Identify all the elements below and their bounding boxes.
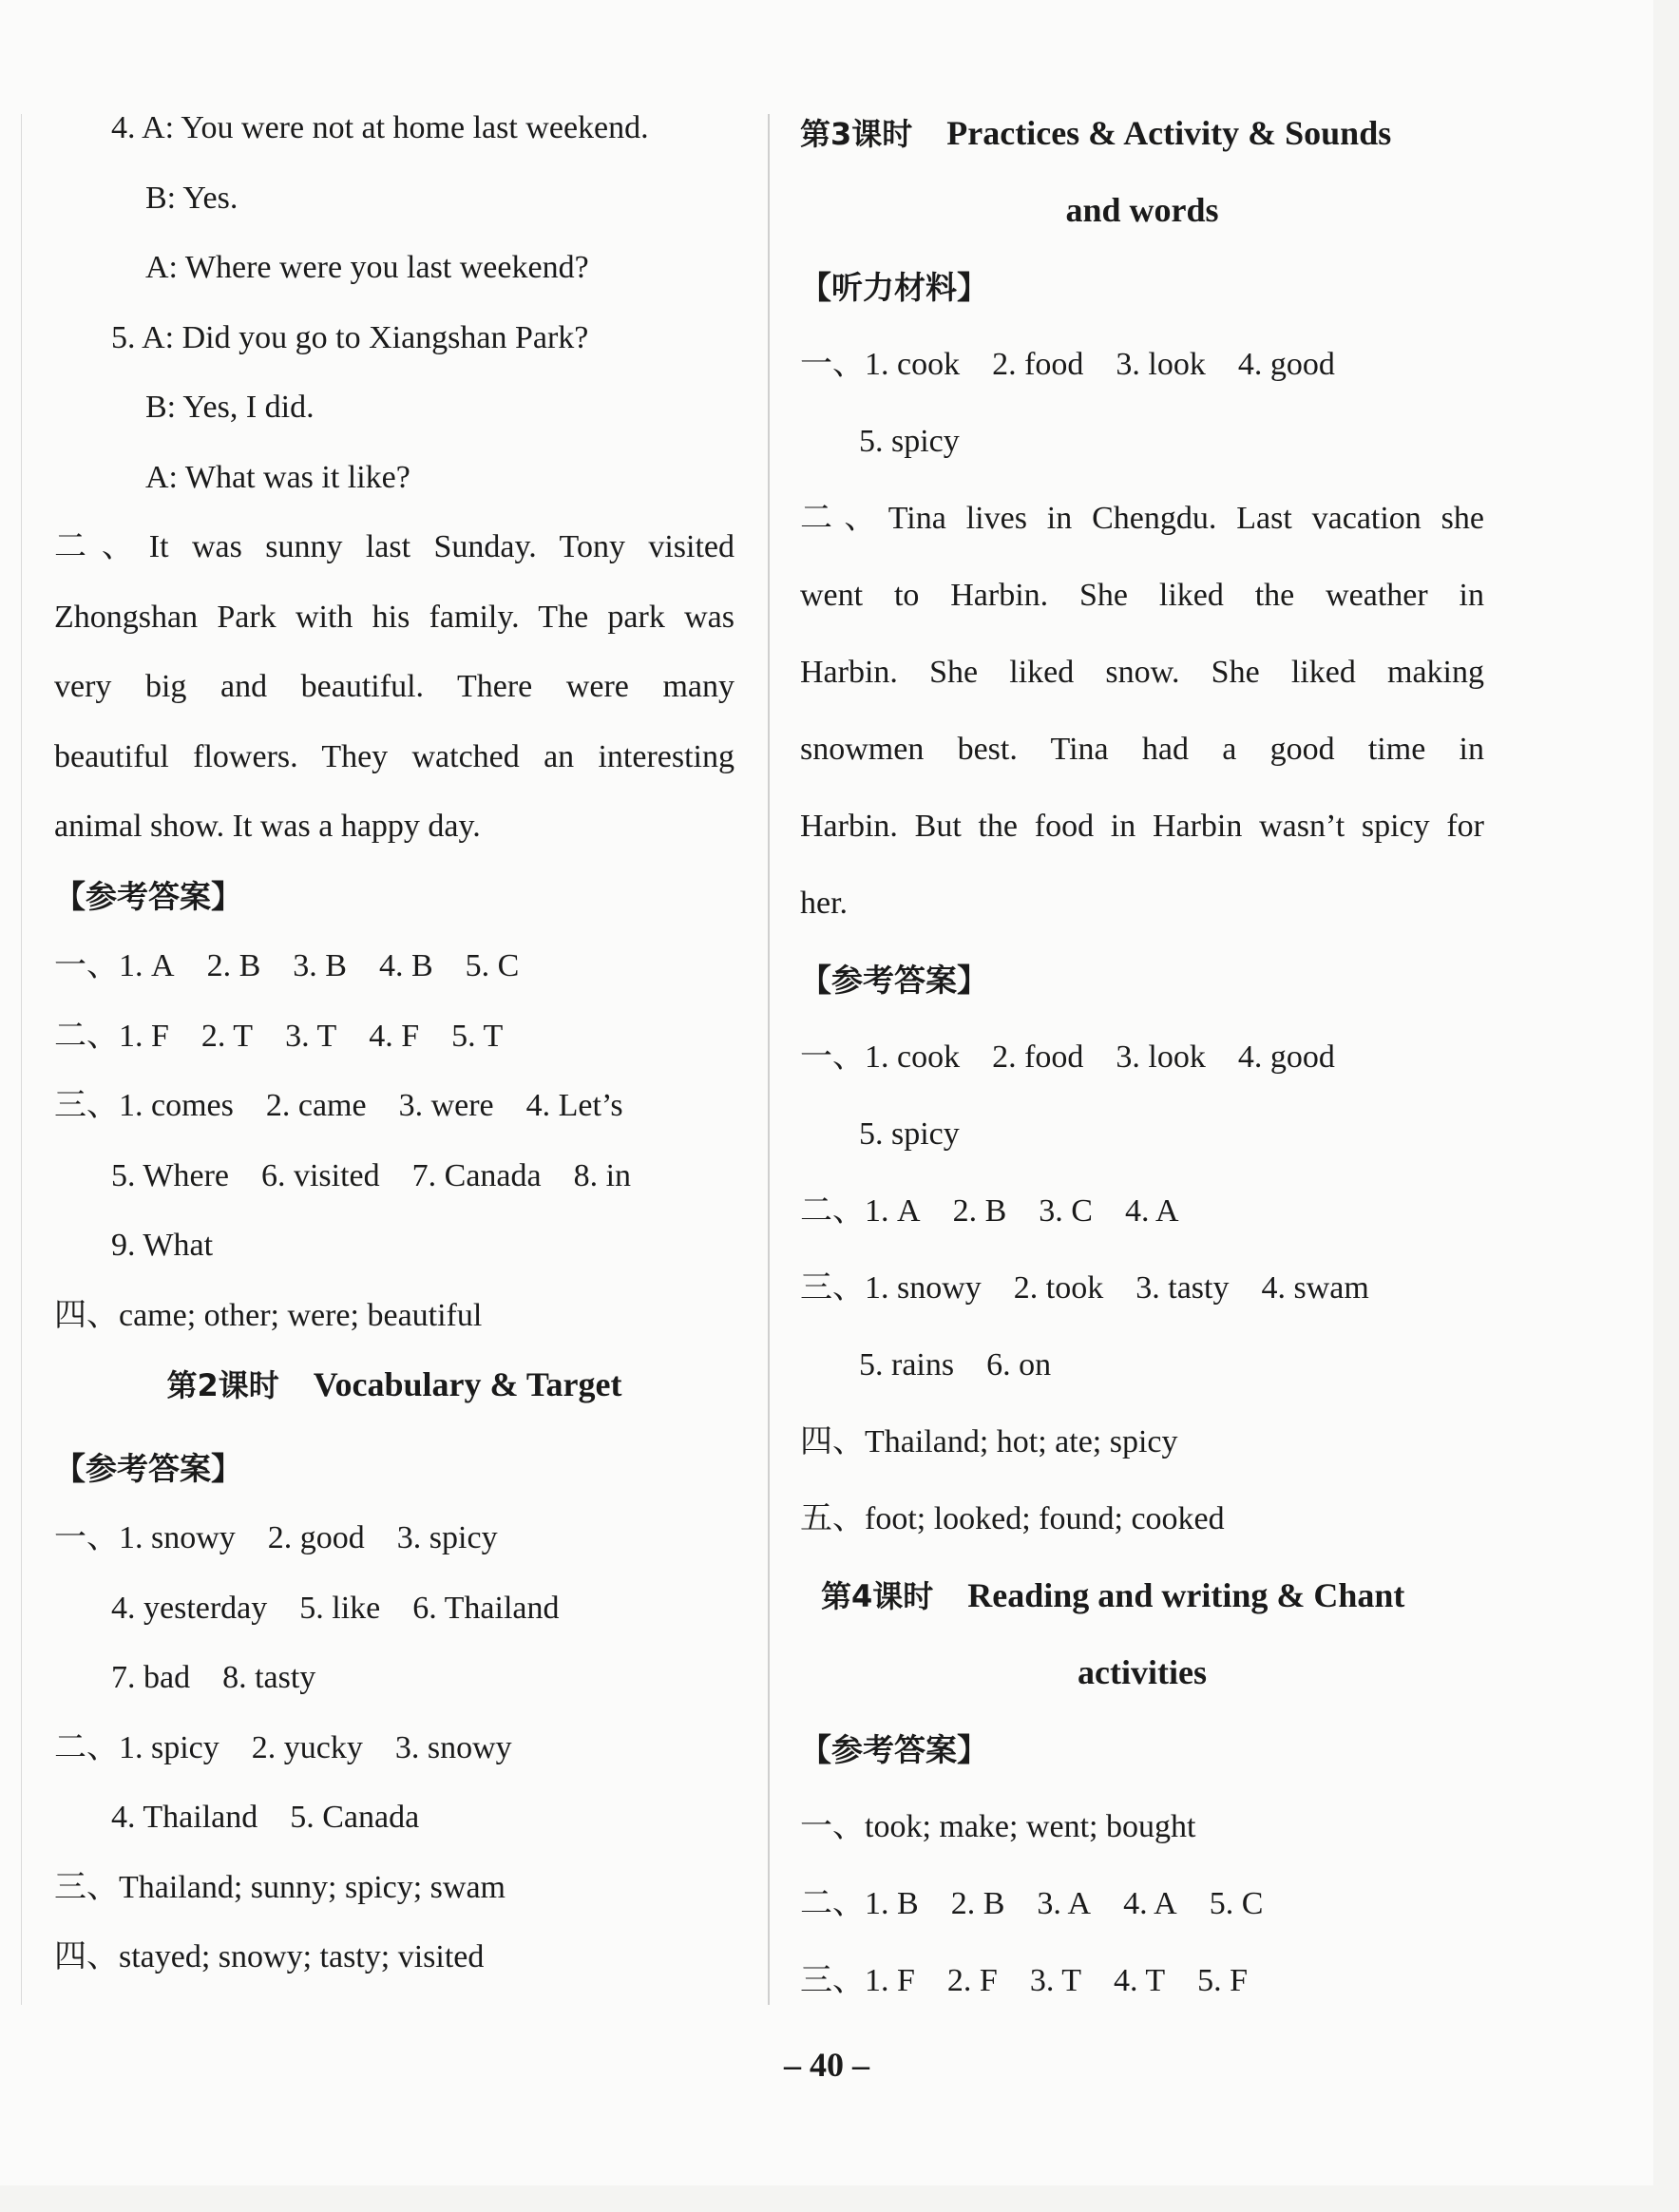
answer-item: 4. swam bbox=[1261, 1270, 1369, 1306]
passage-line: went to Harbin. She liked the weather in bbox=[800, 578, 1484, 613]
answer-item: 3. T bbox=[285, 1018, 337, 1054]
answer-item: 二、1. F bbox=[54, 1018, 169, 1054]
answer-item: 2. B bbox=[206, 948, 261, 983]
passage-line: animal show. It was a happy day. bbox=[54, 809, 481, 844]
answer-item: 3. spicy bbox=[396, 1520, 498, 1555]
answer-item: 一、1. cook bbox=[800, 347, 961, 382]
answer-row: 五、foot; looked; found; cooked bbox=[800, 1501, 1225, 1536]
dialog-line: A: Where were you last weekend? bbox=[145, 250, 589, 285]
lesson-name: Practices & Activity & Sounds bbox=[946, 114, 1392, 152]
answer-item: 2. took bbox=[1013, 1270, 1104, 1306]
answer-row bbox=[54, 1643, 735, 1713]
answer-item: 3. snowy bbox=[394, 1729, 512, 1765]
answer-item: 6. visited bbox=[260, 1157, 380, 1193]
answer-item: 2. good bbox=[267, 1520, 365, 1555]
passage-line: beautiful flowers. They watched an interesting bbox=[54, 738, 735, 774]
answer-row bbox=[54, 1783, 735, 1853]
answer-item: 7. Canada bbox=[411, 1157, 542, 1193]
page-edge-line bbox=[21, 114, 22, 2005]
dialog-line: B: Yes, I did. bbox=[145, 390, 315, 425]
answer-item: 4. good bbox=[1237, 347, 1335, 382]
answer-item: 2. came bbox=[265, 1088, 367, 1123]
listening-material-heading: 【听力材料】 bbox=[800, 269, 988, 306]
answer-row bbox=[800, 1019, 1484, 1096]
answer-row bbox=[800, 1865, 1484, 1942]
answer-row bbox=[54, 1001, 735, 1072]
answer-item: 8. in bbox=[573, 1157, 632, 1193]
answer-item: 3. were bbox=[398, 1088, 494, 1123]
answer-row: 一、took; make; went; bought bbox=[800, 1809, 1196, 1844]
answer-item: 5. Where bbox=[111, 1157, 229, 1193]
answer-item: 2. F bbox=[946, 1963, 998, 1998]
lesson-number: 第4课时 bbox=[821, 1578, 934, 1614]
answer-row: 三、Thailand; sunny; spicy; swam bbox=[54, 1869, 506, 1905]
answer-item: 3. look bbox=[1116, 1039, 1206, 1075]
answer-item: 2. food bbox=[992, 347, 1084, 382]
passage-line: very big and beautiful. There were many bbox=[54, 669, 735, 704]
dialog-line: A: What was it like? bbox=[145, 459, 410, 495]
right-column bbox=[800, 95, 1484, 2019]
answer-row bbox=[800, 1249, 1484, 1326]
lesson-3-title-cont: and words bbox=[1065, 191, 1219, 229]
passage-line: Harbin. But the food in Harbin wasn’t spicy for bbox=[800, 809, 1484, 844]
answer-item: 6. Thailand bbox=[412, 1590, 560, 1626]
answer-item: 4. A bbox=[1123, 1886, 1177, 1921]
answer-row bbox=[800, 1173, 1484, 1249]
answer-item: 4. yesterday bbox=[111, 1590, 268, 1626]
lesson-3-title bbox=[800, 95, 1484, 172]
answer-item: 三、1. comes bbox=[54, 1088, 234, 1123]
answer-item: 4. B bbox=[378, 948, 433, 983]
answer-row: 5. spicy bbox=[859, 1116, 960, 1152]
answer-item: 5. C bbox=[465, 948, 520, 983]
answer-item: 三、1. snowy bbox=[800, 1270, 982, 1306]
answer-item: 3. C bbox=[1039, 1193, 1093, 1229]
dialog-line: 5. A: Did you go to Xiangshan Park? bbox=[111, 319, 589, 355]
answer-item: 6. on bbox=[986, 1347, 1052, 1382]
lesson-4-title-cont: activities bbox=[1078, 1653, 1207, 1691]
answer-item: 三、1. F bbox=[800, 1963, 915, 1998]
lesson-number: 第2课时 bbox=[166, 1367, 279, 1403]
answer-row: 9. What bbox=[111, 1228, 214, 1263]
lesson-name: Reading and writing & Chant bbox=[967, 1576, 1405, 1614]
answer-key-heading: 【参考答案】 bbox=[54, 1449, 242, 1487]
lesson-number: 第3课时 bbox=[800, 116, 913, 152]
answer-item: 3. A bbox=[1037, 1886, 1092, 1921]
answer-item: 2. yucky bbox=[251, 1729, 363, 1765]
passage-line: her. bbox=[800, 886, 849, 921]
answer-row bbox=[54, 1503, 735, 1573]
answer-item: 5. F bbox=[1197, 1963, 1249, 1998]
dialog-line: 4. A: You were not at home last weekend. bbox=[111, 110, 649, 145]
answer-key-heading: 【参考答案】 bbox=[54, 877, 242, 915]
passage-line: snowmen best. Tina had a good time in bbox=[800, 732, 1484, 767]
page-number: – 40 – bbox=[784, 2046, 869, 2084]
answer-key-heading: 【参考答案】 bbox=[800, 1731, 988, 1768]
answer-item: 2. T bbox=[200, 1018, 254, 1054]
answer-key-heading: 【参考答案】 bbox=[800, 962, 988, 999]
answer-item: 4. F bbox=[369, 1018, 420, 1054]
answer-item: 7. bad bbox=[111, 1660, 191, 1695]
lesson-4-title bbox=[800, 1557, 1484, 1634]
answer-row bbox=[800, 326, 1484, 403]
answer-item: 二、1. A bbox=[800, 1193, 921, 1229]
answer-row bbox=[54, 1713, 735, 1783]
answer-row: 四、Thailand; hot; ate; spicy bbox=[800, 1424, 1178, 1459]
answer-item: 4. Thailand bbox=[111, 1800, 258, 1835]
answer-item: 2. B bbox=[952, 1193, 1007, 1229]
answer-item: 4. Let’s bbox=[525, 1088, 623, 1123]
answer-item: 一、1. A bbox=[54, 948, 175, 983]
answer-item: 一、1. snowy bbox=[54, 1520, 236, 1555]
answer-item: 3. look bbox=[1116, 347, 1206, 382]
answer-item: 5. Canada bbox=[290, 1800, 420, 1835]
answer-item: 5. C bbox=[1209, 1886, 1264, 1921]
answer-item: 8. tasty bbox=[222, 1660, 316, 1695]
answer-row bbox=[800, 1942, 1484, 2019]
passage-line: 二、Tina lives in Chengdu. Last vacation she bbox=[800, 501, 1484, 536]
column-divider bbox=[768, 114, 770, 2005]
answer-row: 四、stayed; snowy; tasty; visited bbox=[54, 1939, 485, 1974]
passage-line: 二、It was sunny last Sunday. Tony visited bbox=[54, 529, 735, 564]
answer-item: 一、1. cook bbox=[800, 1039, 961, 1075]
answer-item: 5. rains bbox=[859, 1347, 955, 1382]
answer-item: 3. B bbox=[293, 948, 347, 983]
dialog-line: B: Yes. bbox=[145, 180, 238, 216]
answer-row bbox=[54, 1573, 735, 1644]
passage-line: Harbin. She liked snow. She liked making bbox=[800, 655, 1484, 690]
answer-item: 2. B bbox=[950, 1886, 1005, 1921]
answer-item: 4. A bbox=[1124, 1193, 1179, 1229]
answer-item: 5. T bbox=[451, 1018, 504, 1054]
answer-item: 二、1. B bbox=[800, 1886, 919, 1921]
answer-row bbox=[54, 1141, 735, 1211]
lesson-name: Vocabulary & Target bbox=[313, 1365, 622, 1403]
answer-item: 3. T bbox=[1029, 1963, 1081, 1998]
answer-item: 4. T bbox=[1114, 1963, 1166, 1998]
answer-item: 4. good bbox=[1237, 1039, 1335, 1075]
answer-item: 二、1. spicy bbox=[54, 1729, 219, 1765]
lesson-2-title bbox=[54, 1350, 735, 1421]
answer-item: 2. food bbox=[992, 1039, 1084, 1075]
answer-item: 5. like bbox=[299, 1590, 381, 1626]
answer-row bbox=[800, 1326, 1484, 1403]
left-column bbox=[54, 93, 735, 1993]
passage-line: Zhongshan Park with his family. The park was bbox=[54, 599, 735, 635]
answer-row bbox=[54, 931, 735, 1001]
answer-row bbox=[54, 1071, 735, 1141]
answer-item: 3. tasty bbox=[1135, 1270, 1230, 1306]
answer-row: 四、came; other; were; beautiful bbox=[54, 1297, 483, 1333]
answer-row: 5. spicy bbox=[859, 424, 960, 459]
